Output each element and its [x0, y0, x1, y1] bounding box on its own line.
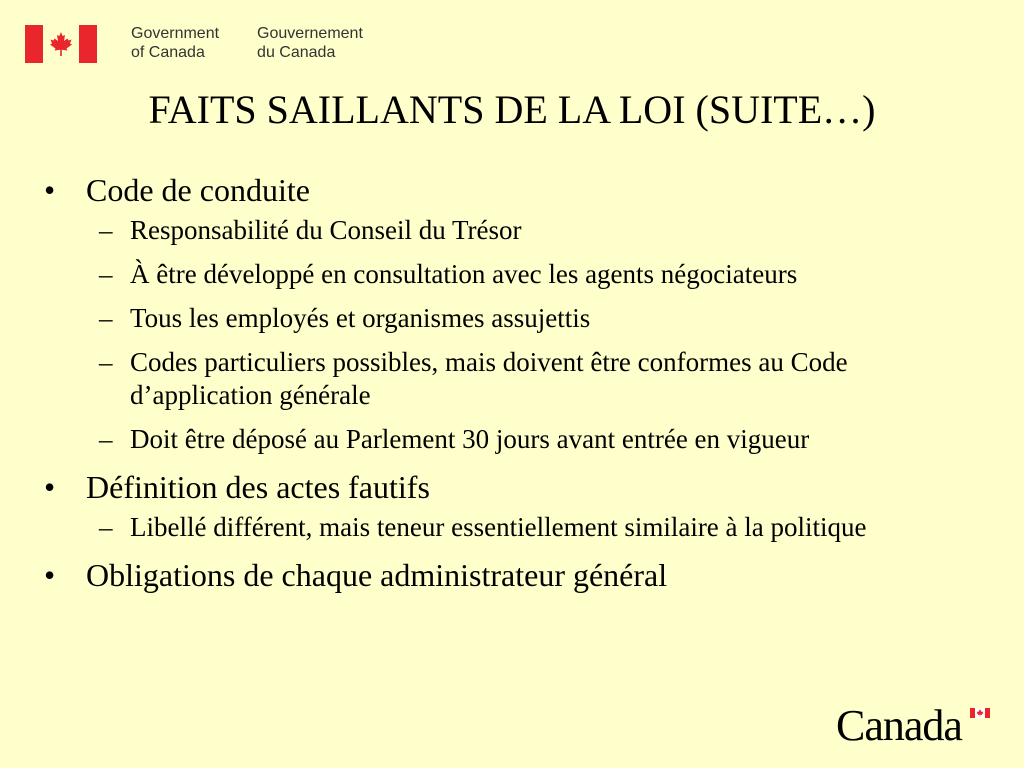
bullet-item [44, 170, 1004, 210]
sub-bullet-text: Responsabilité du Conseil du Trésor [130, 215, 522, 245]
bullet-text: Définition des actes fautifs [86, 469, 430, 505]
gov-en-line1: Government [131, 25, 220, 42]
dash-icon: – [99, 347, 113, 377]
bullet-text: Obligations de chaque administrateur général [86, 557, 668, 593]
government-signature [25, 24, 363, 64]
bullet-icon: • [44, 557, 56, 593]
maple-leaf-icon [976, 709, 984, 717]
dash-icon: – [99, 512, 113, 542]
sub-bullet-item [44, 346, 1004, 412]
sub-bullet-text: À être développé en consultation avec les agents négociateurs [130, 259, 798, 289]
bullet-item [44, 467, 1004, 507]
sub-bullet-text: Tous les employés et organismes assujettis [130, 303, 591, 333]
dash-icon: – [99, 424, 113, 454]
sub-bullet-item [44, 511, 1004, 544]
sub-bullet-text: Libellé différent, mais teneur essentiellement similaire à la politique [130, 512, 867, 542]
canada-wordmark-text: Canada [836, 701, 962, 750]
gov-fr-line2: du Canada [257, 44, 336, 61]
wordmark-flag-icon [970, 708, 990, 718]
bullet-icon: • [44, 172, 56, 208]
sub-bullet-item [44, 214, 1004, 247]
sub-bullet-text: Codes particuliers possibles, mais doivent être conformes au Code d’application générale [130, 347, 848, 410]
sub-bullet-item [44, 423, 1004, 456]
slide-content [44, 170, 1004, 599]
maple-leaf-icon [49, 31, 73, 57]
dash-icon: – [99, 259, 113, 289]
sub-bullet-item [44, 258, 1004, 291]
government-of-canada-label [131, 24, 219, 62]
dash-icon: – [99, 215, 113, 245]
gov-fr-line1: Gouvernement [257, 25, 363, 42]
bullet-text: Code de conduite [86, 172, 310, 208]
canada-flag-icon [25, 25, 97, 63]
gouvernement-du-canada-label [257, 24, 363, 62]
bullet-item [44, 555, 1004, 595]
dash-icon: – [99, 303, 113, 333]
canada-wordmark [836, 701, 992, 750]
sub-bullet-text: Doit être déposé au Parlement 30 jours avant entrée en vigueur [130, 424, 810, 454]
slide-title: FAITS SAILLANTS DE LA LOI (SUITE…) [148, 87, 876, 132]
sub-bullet-item [44, 302, 1004, 335]
bullet-icon: • [44, 469, 56, 505]
gov-en-line2: of Canada [131, 44, 205, 61]
